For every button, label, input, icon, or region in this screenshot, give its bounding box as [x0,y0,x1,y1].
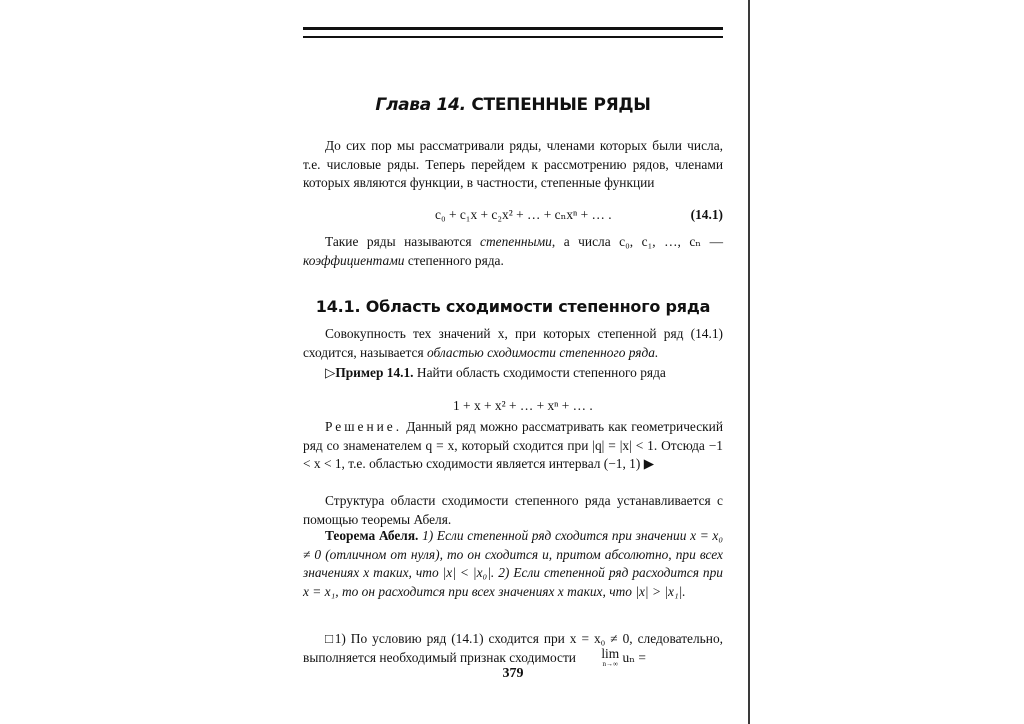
example-paragraph [303,364,723,383]
text: степенного ряда. [404,252,504,268]
text: Найти область сходимости степенного ряда [413,365,666,380]
definition-coefficients [303,233,723,270]
lim: lim [601,645,620,661]
page-number: 379 [502,666,524,681]
theorem-paragraph [303,527,723,601]
page-edge-line [748,0,750,724]
solution-label: Решение. [325,419,403,434]
term-coefficients: коэффициентами [303,252,405,268]
text: uₙ = [619,649,646,665]
lim-sub: n→∞ [602,659,618,668]
example-marker-icon: ▷ [325,365,336,380]
proof-paragraph [303,630,723,669]
theorem-text: 1) Если степенной ряд сходится при значении x = x₀ ≠ 0 (отличном от нуля), то он сходится и, притом абсолютно, при всех значениях x таких, что |x| < |x₀|. 2) Если степенной ряд расходится при x = x₁, то он расходится при всех значениях x таких, что |x| > |x₁|. [303,528,723,599]
chapter-title [303,95,723,115]
chapter-prefix: Глава 14. [375,95,466,115]
text: 1) По условию ряд (14.1) сходится при x = x₀ ≠ 0, следовательно, выполняется необходимый признак сходимости [303,631,724,665]
theorem-label: Теорема Абеля. [325,528,419,543]
definition-paragraph [303,325,723,362]
term-convergence-region: областью сходимости степенного ряда. [426,344,659,360]
formula-expression: 1 + x + x² + … + xⁿ + … . [453,398,593,413]
chapter-name: СТЕПЕННЫЕ РЯДЫ [471,95,651,115]
solution-paragraph [303,418,723,474]
text: Такие ряды называются [325,234,481,249]
proof-marker-icon: □ [325,631,335,646]
text: , а числа c₀, c₁, …, cₙ — [551,234,723,249]
example-label: Пример 14.1. [335,365,414,380]
text: Совокупность тех значений x, при которых степенной ряд (14.1) сходится, называется [303,326,723,360]
header-rule-bottom [303,36,723,38]
intro-paragraph: До сих пор мы рассматривали ряды, членами которых были числа, т.е. числовые ряды. Теперь перейдем к рассмотрению рядов, членами которых являются функции, в частности, степенные функции [303,138,723,190]
formula-expression: c₀ + c₁x + c₂x² + … + cₙxⁿ + … . [435,207,612,222]
text: Данный ряд можно рассматривать как геометрический ряд со знаменателем q = x, который сходится при |q| = |x| < 1. Отсюда −1 < x < 1, т.е. областью сходимости является интервал (−1, 1) [303,419,723,471]
section-heading: 14.1. Область сходимости степенного ряда [315,297,711,316]
formula-number: (14.1) [690,207,723,222]
structure-paragraph: Структура области сходимости степенного ряда устанавливается с помощью теоремы Абеля. [303,493,723,527]
term-power: степенными [480,234,552,249]
end-marker-icon: ▶ [643,456,655,471]
header-rule-top [303,27,723,30]
